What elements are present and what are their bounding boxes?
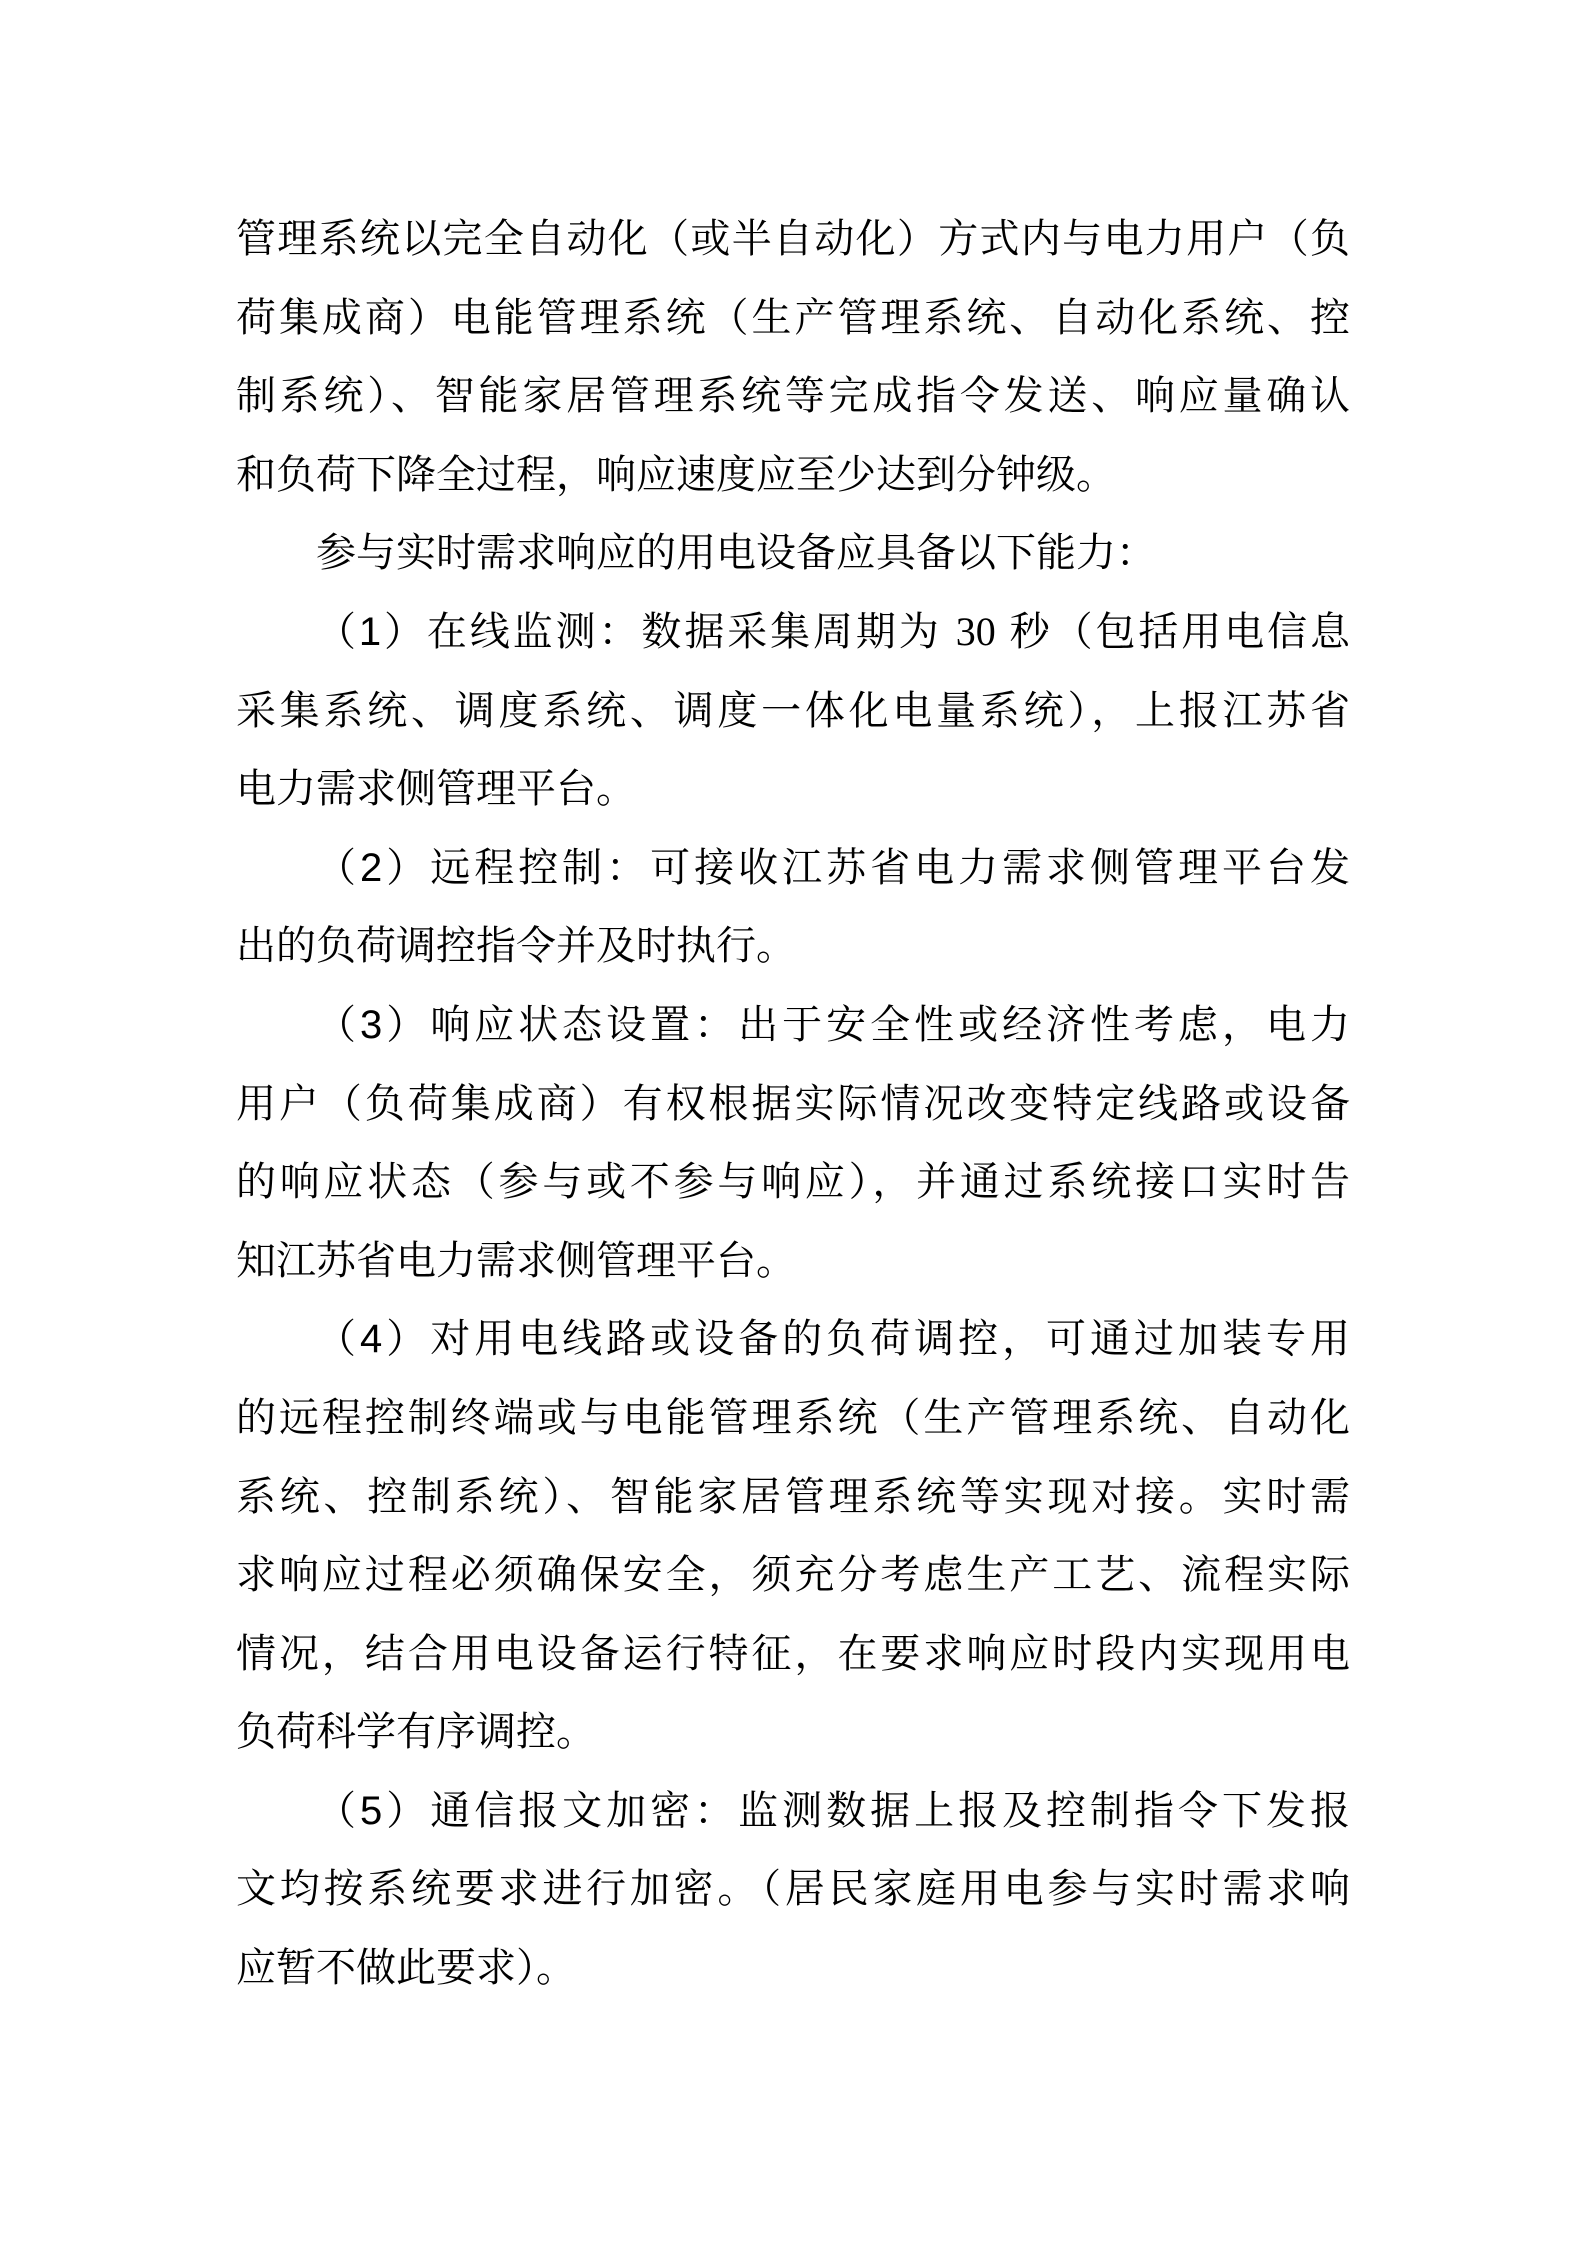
text-line: 制系统）、智能家居管理系统等完成指令发送、响应量确认 — [236, 374, 1350, 419]
text-segment: （1）在线监测：数据采集周期为 — [316, 609, 956, 654]
text-line: （4）对用电线路或设备的负荷调控，可通过加装专用 — [316, 1317, 1350, 1362]
text-line: 参与实时需求响应的用电设备应具备以下能力： — [316, 531, 1156, 576]
text-line: 应暂不做此要求）。 — [236, 1946, 576, 1991]
text-line: 文均按系统要求进行加密。（居民家庭用电参与实时需求响 — [236, 1867, 1350, 1912]
text-line: 用户（负荷集成商）有权根据实际情况改变特定线路或设备 — [236, 1081, 1350, 1126]
text-line: 的远程控制终端或与电能管理系统（生产管理系统、自动化 — [236, 1395, 1350, 1440]
text-line: 的响应状态（参与或不参与响应），并通过系统接口实时告 — [236, 1160, 1350, 1205]
text-line: （2）远程控制：可接收江苏省电力需求侧管理平台发 — [316, 845, 1350, 890]
text-line: 知江苏省电力需求侧管理平台。 — [236, 1238, 796, 1283]
text-line: 系统、控制系统）、智能家居管理系统等实现对接。实时需 — [236, 1474, 1350, 1519]
text-segment: 秒（包括用电信息 — [995, 609, 1350, 654]
text-line: 电力需求侧管理平台。 — [236, 767, 636, 812]
text-line: 管理系统以完全自动化（或半自动化）方式内与电力用户（负 — [236, 217, 1350, 261]
text-line: 求响应过程必须确保安全，须充分考虑生产工艺、流程实际 — [236, 1553, 1350, 1598]
text-line: 出的负荷调控指令并及时执行。 — [236, 924, 796, 969]
text-line: （3）响应状态设置：出于安全性或经济性考虑，电力 — [316, 1002, 1350, 1047]
number-30: 30 — [955, 608, 996, 654]
text-line: （5）通信报文加密：监测数据上报及控制指令下发报 — [316, 1788, 1350, 1833]
text-line: 采集系统、调度系统、调度一体化电量系统），上报江苏省 — [236, 688, 1350, 733]
text-line: 和负荷下降全过程，响应速度应至少达到分钟级。 — [236, 452, 1116, 497]
text-line: 荷集成商）电能管理系统（生产管理系统、自动化系统、控 — [236, 295, 1350, 340]
text-line: 负荷科学有序调控。 — [236, 1710, 596, 1755]
text-block — [236, 200, 1350, 2008]
text-line — [236, 593, 1350, 672]
text-line: 情况，结合用电设备运行特征，在要求响应时段内实现用电 — [236, 1631, 1350, 1676]
